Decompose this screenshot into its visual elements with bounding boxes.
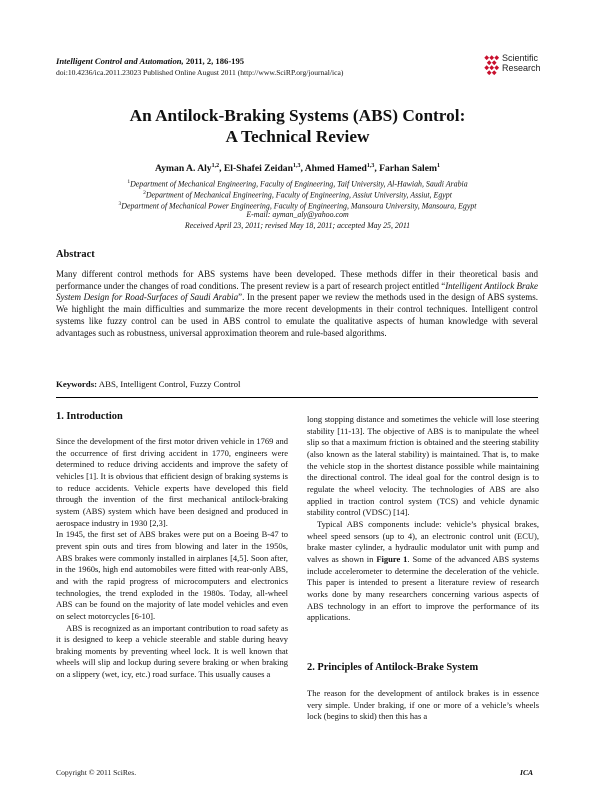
- right-column: [307, 414, 539, 624]
- keywords: [56, 379, 240, 389]
- abstract-text-part-2: ”. In the present paper we review the methods used in the design of ABS systems. We highlight the main difficulties and summarize the more recent developments in their control techniques. Intelligent control systems like fuzzy control can be used in ABS control to emulate the qualitative aspects of human knowledge with several advantages such as robustness, universal approximation theorem and rule-based algorithms.: [56, 292, 539, 338]
- affiliation-1-text: Department of Mechanical Engineering, Faculty of Engineering, Taif University, Al-Hawiah, Saudi Arabia: [130, 179, 468, 189]
- abstract-project-title: Intelligent Antilock Brake System Design for Road-Surfaces of Saudi Arabia: [56, 280, 538, 303]
- affiliation-3-text: Department of Mechanical Power Engineering, Faculty of Engineering, Mansoura University, Mansoura, Egypt: [121, 201, 477, 211]
- logo-line-2: Research: [502, 63, 541, 73]
- intro-paragraph-3: ABS is recognized as an important contribution to road safety as it is designed to keep a vehicle steerable and stable during heavy braking moments by preventing wheel lock. It is well known that wheels will slip and lockup during severe braking or when braking on a slippery (wet, icy, etc.) road surface. This usually causes a: [56, 622, 288, 680]
- author-1-sup: 1,2: [211, 163, 220, 169]
- author-2: El-Shafei Zeidan: [223, 163, 293, 175]
- logo-mark-icon: [484, 55, 499, 75]
- paper-title-line-1: An Antilock-Braking Systems (ABS) Control:: [129, 106, 466, 125]
- paper-title-line-2: A Technical Review: [225, 127, 370, 146]
- left-column: [56, 436, 288, 681]
- abstract-text: [56, 269, 538, 339]
- author-2-sup: 1,3: [292, 163, 301, 169]
- author-3-sup: 1,3: [366, 163, 375, 169]
- intro-paragraph-2: In 1945, the first set of ABS brakes were put on a Boeing B-47 to prevent spin outs and tires from blowing and later in the 1950s, ABS brakes were commonly installed in airplanes [4,5]. Soon after, in the 1960s, high end automobiles were fitted with rear-only ABS, and with the rapid progress of microcomputers and electronics technologies, the trend exploded in the 1980s. Today, all-wheel ABS can be found on the majority of late model vehicles and even on select motorcycles [6-10].: [56, 529, 288, 621]
- journal-citation: [56, 56, 244, 67]
- received-dates: Received April 23, 2011; revised May 18, 2011; accepted May 25, 2011: [184, 221, 411, 230]
- affiliation-1-sup: 1: [127, 179, 131, 185]
- principles-heading: 2. Principles of Antilock-Brake System: [307, 662, 479, 673]
- intro-heading: 1. Introduction: [56, 411, 123, 422]
- affiliation-3-sup: 3: [118, 201, 122, 207]
- intro-paragraph-5-part-1: Typical ABS components include: vehicle’s physical brakes, wheel speed sensors (up to 4), an electronic control unit (ECU), brake master cylinder, a hydraulic modulator unit with pump and valves as shown in: [307, 518, 539, 564]
- intro-paragraph-5-part-2: . Some of the advanced ABS systems include accelerometer to determine the deceleration of the vehicle. This paper is intended to present a literature review of research works done by many researchers concerning various aspects of ABS technology in an effort to improve the performance of its applications.: [307, 553, 539, 623]
- abstract-heading: Abstract: [56, 249, 95, 260]
- journal-name: Intelligent Control and Automation,: [56, 56, 184, 66]
- doi-line[interactable]: doi:10.4236/ica.2011.23023 Published Online August 2011 (http://www.SciRP.org/journal/ica): [56, 68, 344, 77]
- author-list: Ayman A. Aly$^{1,2}$, El-Shafei Zeidan$^{1,3}$, Ahmed Hamed$^{1,3}$, Farhan Salem$^1$: [155, 163, 440, 175]
- affiliation-2-text: Department of Mechanical Engineering, Faculty of Engineering, Assiut University, Assiut, Egypt: [145, 190, 452, 200]
- figure-1-reference[interactable]: Figure 1: [376, 553, 408, 564]
- author-3: Ahmed Hamed: [304, 163, 367, 175]
- logo-line-1: Scientific: [502, 53, 539, 63]
- author-4-sup: 1: [436, 163, 440, 169]
- intro-paragraph-1: Since the development of the first motor driven vehicle in 1769 and the occurrence of first driving accident in 1770, engineers were determined to reduce driving accidents and improve the safety of vehicles [1]. It is obvious that efficient design of braking systems is to reduce accidents. Vehicle experts have developed this field through the invention of the first mechanical antilock-braking system (ABS) system which have been designed and produced in aerospace industry in 1930 [2,3].: [56, 436, 288, 528]
- keywords-label: Keywords:: [56, 379, 98, 389]
- principles-paragraph-1: The reason for the development of antilock brakes is in essence very simple. Under braking, if one or more of a vehicle’s wheels lock (begins to skid) then this has a: [307, 688, 539, 722]
- copyright: Copyright © 2011 SciRes.: [56, 768, 137, 777]
- journal-issue: 2011, 2, 186-195: [183, 56, 245, 66]
- affiliation-2-sup: 2: [143, 190, 146, 196]
- author-4: Farhan Salem: [379, 163, 437, 175]
- journal-abbreviation: ICA: [520, 768, 534, 777]
- principles-column: [307, 688, 539, 723]
- author-email[interactable]: E-mail: ayman_aly@yahoo.com: [246, 210, 349, 219]
- intro-paragraph-5: [307, 519, 539, 624]
- intro-paragraph-4: long stopping distance and sometimes the vehicle will lose steering stability [11-13]. The objective of ABS is to manipulate the wheel slip so that a maximum friction is obtained and the steering stability (also known as the lateral stability) is maintained. That is, to make the vehicle stop in the shortest distance possible while maintaining the directional control. The ideal goal for the control design is to regulate the wheel velocity. The technologies of ABS are also applied in traction control system (TCS) and vehicle dynamic stability control (VDSC) [14].: [307, 414, 539, 518]
- logo-text: [502, 53, 541, 73]
- abstract-text-part-1: Many different control methods for ABS systems have been developed. These methods differ in their theoretical basis and performance under the changes of road conditions. The present review is a part of research project entitled “: [56, 269, 538, 291]
- keywords-text: ABS, Intelligent Control, Fuzzy Control: [97, 379, 241, 389]
- author-1: Ayman A. Aly: [155, 163, 212, 175]
- section-divider: [56, 397, 538, 398]
